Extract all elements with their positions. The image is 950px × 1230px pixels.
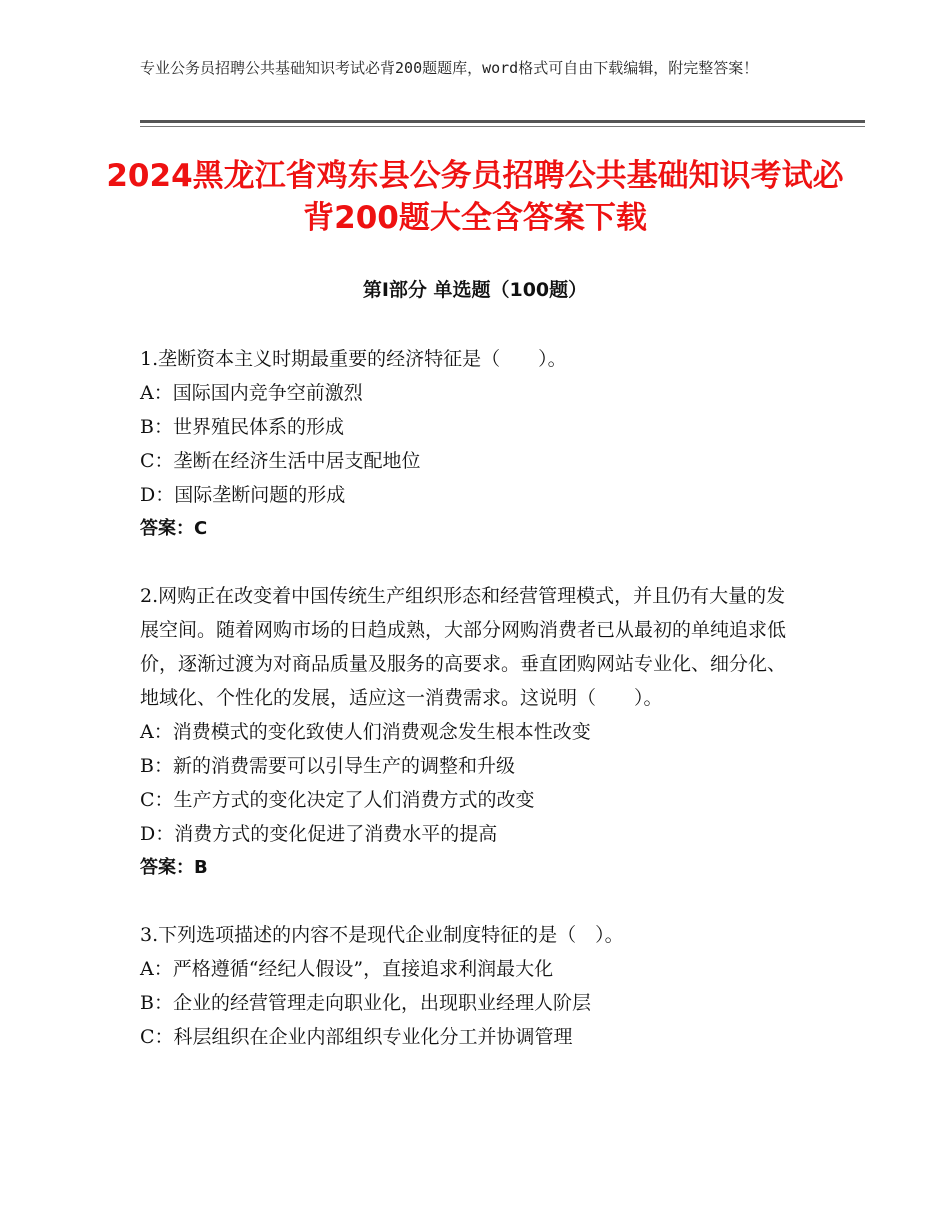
header-rule-thin [140, 126, 865, 127]
header-note: 专业公务员招聘公共基础知识考试必背200题题库，word格式可自由下载编辑，附完整答案！ [140, 59, 759, 77]
option-c: C：垄断在经济生活中居支配地位 [140, 450, 421, 472]
option-c: C：生产方式的变化决定了人们消费方式的改变 [140, 789, 535, 811]
question-stem: 2.网购正在改变着中国传统生产组织形态和经营管理模式，并且仍有大量的发展空间。随着网购市场的日趋成熟，大部分网购消费者已从最初的单纯追求低价，逐渐过渡为对商品质量及服务的高要求。垂直团购网站专业化、细分化、地域化、个性化的发展，适应这一消费需求。这说明（ ）。 [140, 585, 787, 709]
question-3 [140, 918, 800, 1054]
option-a: A：消费模式的变化致使人们消费观念发生根本性改变 [140, 721, 591, 743]
option-b: B：新的消费需要可以引导生产的调整和升级 [140, 755, 515, 777]
document-title: 2024黑龙江省鸡东县公务员招聘公共基础知识考试必背200题大全含答案下载 [106, 158, 844, 236]
question-stem: 1.垄断资本主义时期最重要的经济特征是（ ）。 [140, 348, 567, 370]
option-d: D：国际垄断问题的形成 [140, 484, 346, 506]
question-list [140, 342, 800, 1087]
answer-line: 答案：B [140, 857, 208, 878]
option-a: A：严格遵循“经纪人假设”，直接追求利润最大化 [140, 958, 554, 980]
option-b: B：企业的经营管理走向职业化，出现职业经理人阶层 [140, 992, 591, 1014]
header-rule-thick [140, 120, 865, 123]
option-d: D：消费方式的变化促进了消费水平的提高 [140, 823, 498, 845]
answer-line: 答案：C [140, 518, 208, 539]
question-1 [140, 342, 800, 546]
option-b: B：世界殖民体系的形成 [140, 416, 344, 438]
option-a: A：国际国内竞争空前激烈 [140, 382, 363, 404]
option-c: C：科层组织在企业内部组织专业化分工并协调管理 [140, 1026, 573, 1048]
question-2 [140, 579, 800, 885]
section-title: 第Ⅰ部分 单选题（100题） [362, 279, 588, 301]
question-stem: 3.下列选项描述的内容不是现代企业制度特征的是（ ）。 [140, 924, 624, 946]
